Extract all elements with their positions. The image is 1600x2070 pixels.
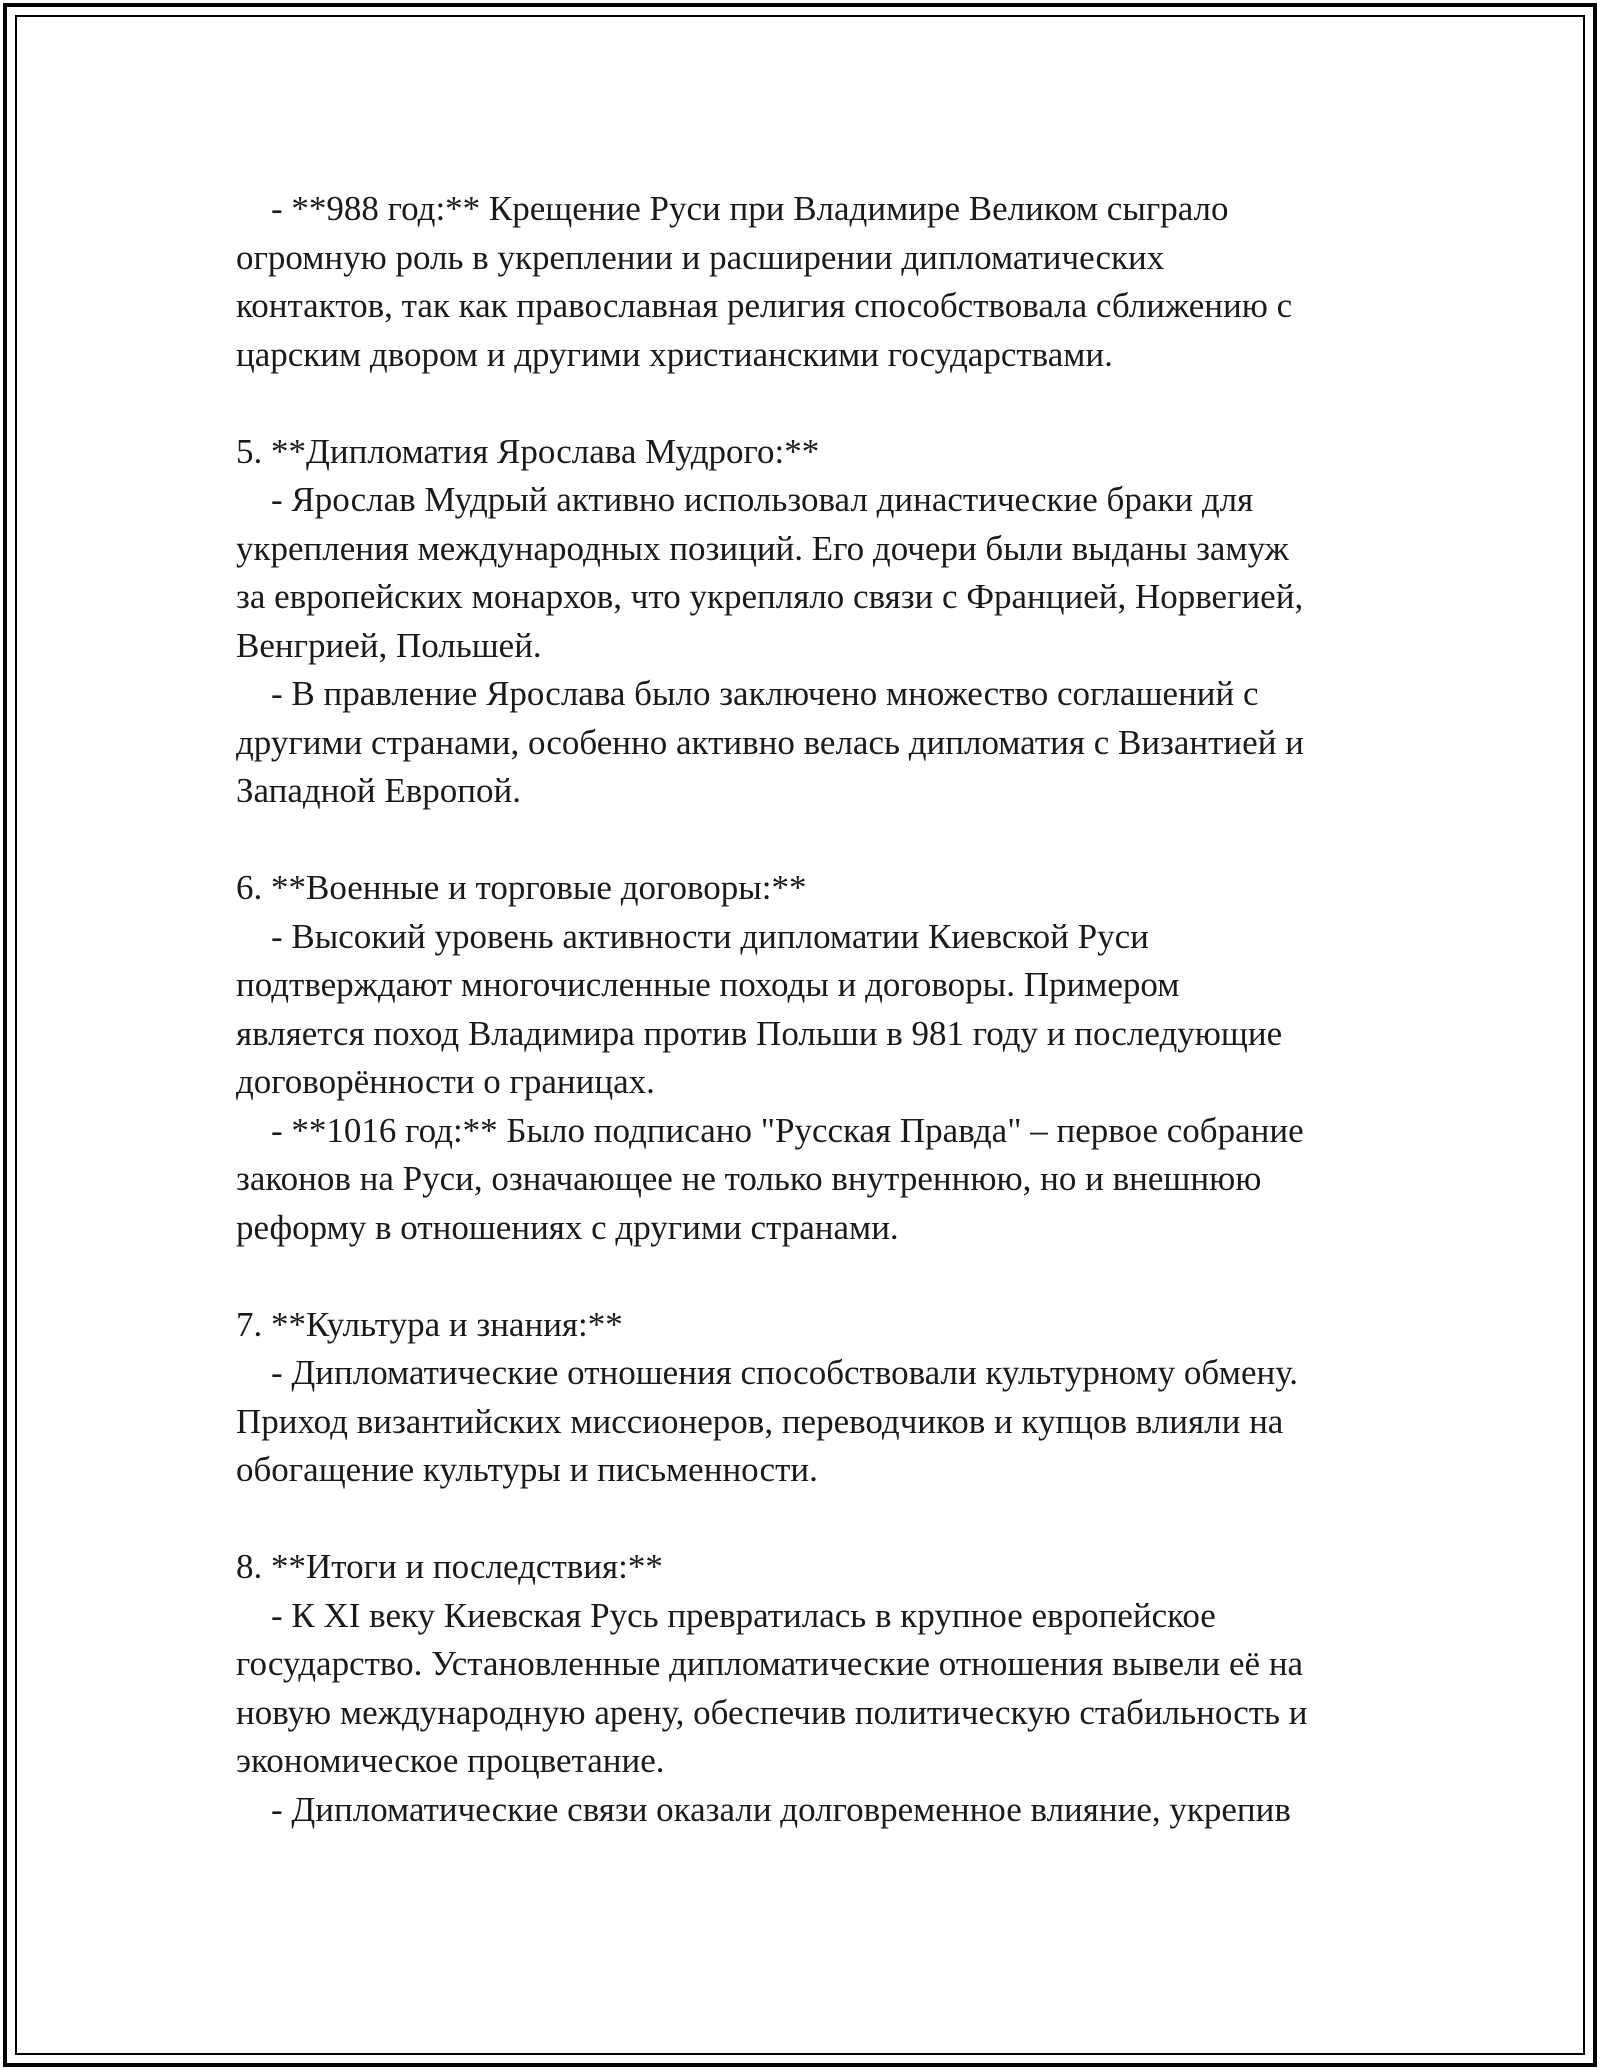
text-line: экономическое процветание.	[236, 1741, 665, 1780]
text-line: Приход византийских миссионеров, переводчиков и купцов влияли на	[236, 1401, 1284, 1441]
text-line: огромную роль в укреплении и расширении дипломатических	[236, 237, 1165, 277]
text-line: другими странами, особенно активно велась дипломатия с Византией и	[236, 722, 1304, 762]
text-line: - Дипломатические отношения способствовали культурному обмену.	[236, 1353, 1298, 1392]
text-line: является поход Владимира против Польши в 981 году и последующие	[236, 1013, 1283, 1053]
text-line: - Дипломатические связи оказали долговременное влияние, укрепив	[236, 1789, 1291, 1829]
text-line: - К XI веку Киевская Русь превратилась в крупное европейское	[236, 1595, 1216, 1635]
text-line: договорённости о границах.	[236, 1062, 655, 1101]
document-page	[236, 185, 1416, 1834]
text-line: - Высокий уровень активности дипломатии Киевской Руси	[236, 916, 1149, 956]
section-heading: 6. **Военные и торговые договоры:**	[236, 868, 807, 907]
text-line: обогащение культуры и письменности.	[236, 1450, 818, 1489]
text-line: укрепления международных позиций. Его дочери были выданы замуж	[236, 528, 1289, 568]
text-line: - Ярослав Мудрый активно использовал династические браки для	[236, 480, 1254, 519]
text-line: подтверждают многочисленные походы и договоры. Примером	[236, 965, 1180, 1004]
section-7	[236, 1301, 1416, 1495]
intro-paragraph	[236, 185, 1416, 379]
text-line: царским двором и другими христианскими государствами.	[236, 334, 1113, 374]
section-heading: 8. **Итоги и последствия:**	[236, 1547, 663, 1586]
text-line: законов на Руси, означающее не только внутреннюю, но и внешнюю	[236, 1159, 1262, 1198]
text-line: за европейских монархов, что укрепляло связи с Францией, Норвегией,	[236, 577, 1304, 616]
section-heading: 5. **Дипломатия Ярослава Мудрого:**	[236, 431, 820, 471]
text-line: контактов, так как православная религия способствовала сближению с	[236, 286, 1293, 325]
text-line: - **988 год:** Крещение Руси при Владимире Великом сыграло	[236, 189, 1229, 228]
text-line: реформу в отношениях с другими странами.	[236, 1207, 899, 1247]
text-line: государство. Установленные дипломатические отношения вывели её на	[236, 1644, 1304, 1683]
text-line: Венгрией, Польшей.	[236, 625, 542, 665]
section-heading: 7. **Культура и знания:**	[236, 1304, 623, 1344]
text-line: - В правление Ярослава было заключено множество соглашений с	[236, 674, 1259, 713]
section-5	[236, 428, 1416, 816]
section-6	[236, 864, 1416, 1252]
text-line: новую международную арену, обеспечив политическую стабильность и	[236, 1692, 1308, 1732]
text-line: Западной Европой.	[236, 771, 522, 810]
text-line: - **1016 год:** Было подписано "Русская Правда" – первое собрание	[236, 1110, 1304, 1150]
section-8	[236, 1543, 1416, 1834]
